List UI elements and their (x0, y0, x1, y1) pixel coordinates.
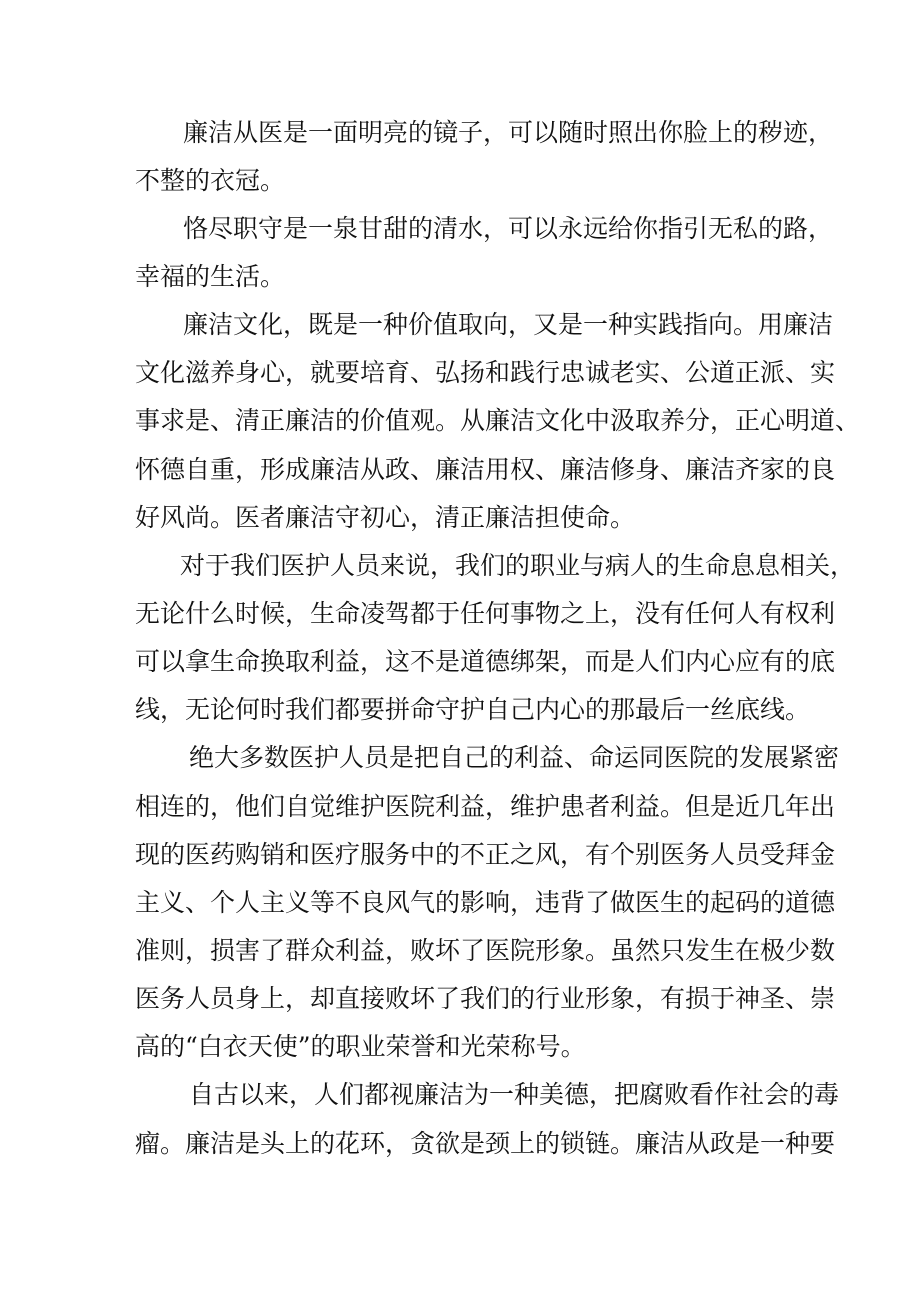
paragraph-5-line-2: 相连的，他们自觉维护医院利益，维护患者利益。但是近几年出 (135, 792, 836, 821)
paragraph-3-line-1: 廉洁文化，既是一种价值取向，又是一种实践指向。用廉洁 (183, 310, 834, 339)
paragraph-3-line-4: 怀德自重，形成廉洁从政、廉洁用权、廉洁修身、廉洁齐家的良 (135, 455, 836, 484)
paragraph-3-line-3: 事求是、清正廉洁的价值观。从廉洁文化中汲取养分，正心明道、 (135, 406, 861, 435)
paragraph-2-line-1: 恪尽职守是一泉甘甜的清水，可以永远给你指引无私的路， (183, 214, 834, 243)
paragraph-5-line-5: 准则，损害了群众利益，败坏了医院形象。虽然只发生在极少数 (135, 936, 836, 965)
paragraph-3-line-5: 好风尚。医者廉洁守初心，清正廉洁担使命。 (135, 503, 636, 532)
paragraph-2-line-2: 幸福的生活。 (135, 262, 286, 291)
paragraph-6-line-1: 自古以来，人们都视廉洁为一种美德，把腐败看作社会的毒 (189, 1080, 840, 1109)
paragraph-5-line-7: 高的“白衣天使”的职业荣誉和光荣称号。 (135, 1032, 586, 1061)
paragraph-5-line-1: 绝大多数医护人员是把自己的利益、命运同医院的发展紧密 (189, 743, 840, 772)
paragraph-4-line-4: 线，无论何时我们都要拼命守护自己内心的那最后一丝底线。 (135, 695, 811, 724)
paragraph-6-line-2: 瘤。廉洁是头上的花环，贪欲是颈上的锁链。廉洁从政是一种要 (135, 1129, 836, 1158)
paragraph-1-line-1: 廉洁从医是一面明亮的镜子，可以随时照出你脸上的秽迹， (183, 118, 834, 147)
paragraph-4-line-2: 无论什么时候，生命凌驾都于任何事物之上，没有任何人有权利 (135, 599, 836, 628)
paragraph-5-line-3: 现的医药购销和医疗服务中的不正之风，有个别医务人员受拜金 (135, 840, 836, 869)
paragraph-4-line-3: 可以拿生命换取利益，这不是道德绑架，而是人们内心应有的底 (135, 647, 836, 676)
paragraph-5-line-4: 主义、个人主义等不良风气的影响，违背了做医生的起码的道德 (135, 888, 836, 917)
paragraph-4-line-1: 对于我们医护人员来说，我们的职业与病人的生命息息相关， (180, 551, 856, 580)
paragraph-5-line-6: 医务人员身上，却直接败坏了我们的行业形象，有损于神圣、崇 (135, 984, 836, 1013)
paragraph-1-line-2: 不整的衣冠。 (135, 166, 286, 195)
paragraph-3-line-2: 文化滋养身心，就要培育、弘扬和践行忠诚老实、公道正派、实 (135, 358, 836, 387)
